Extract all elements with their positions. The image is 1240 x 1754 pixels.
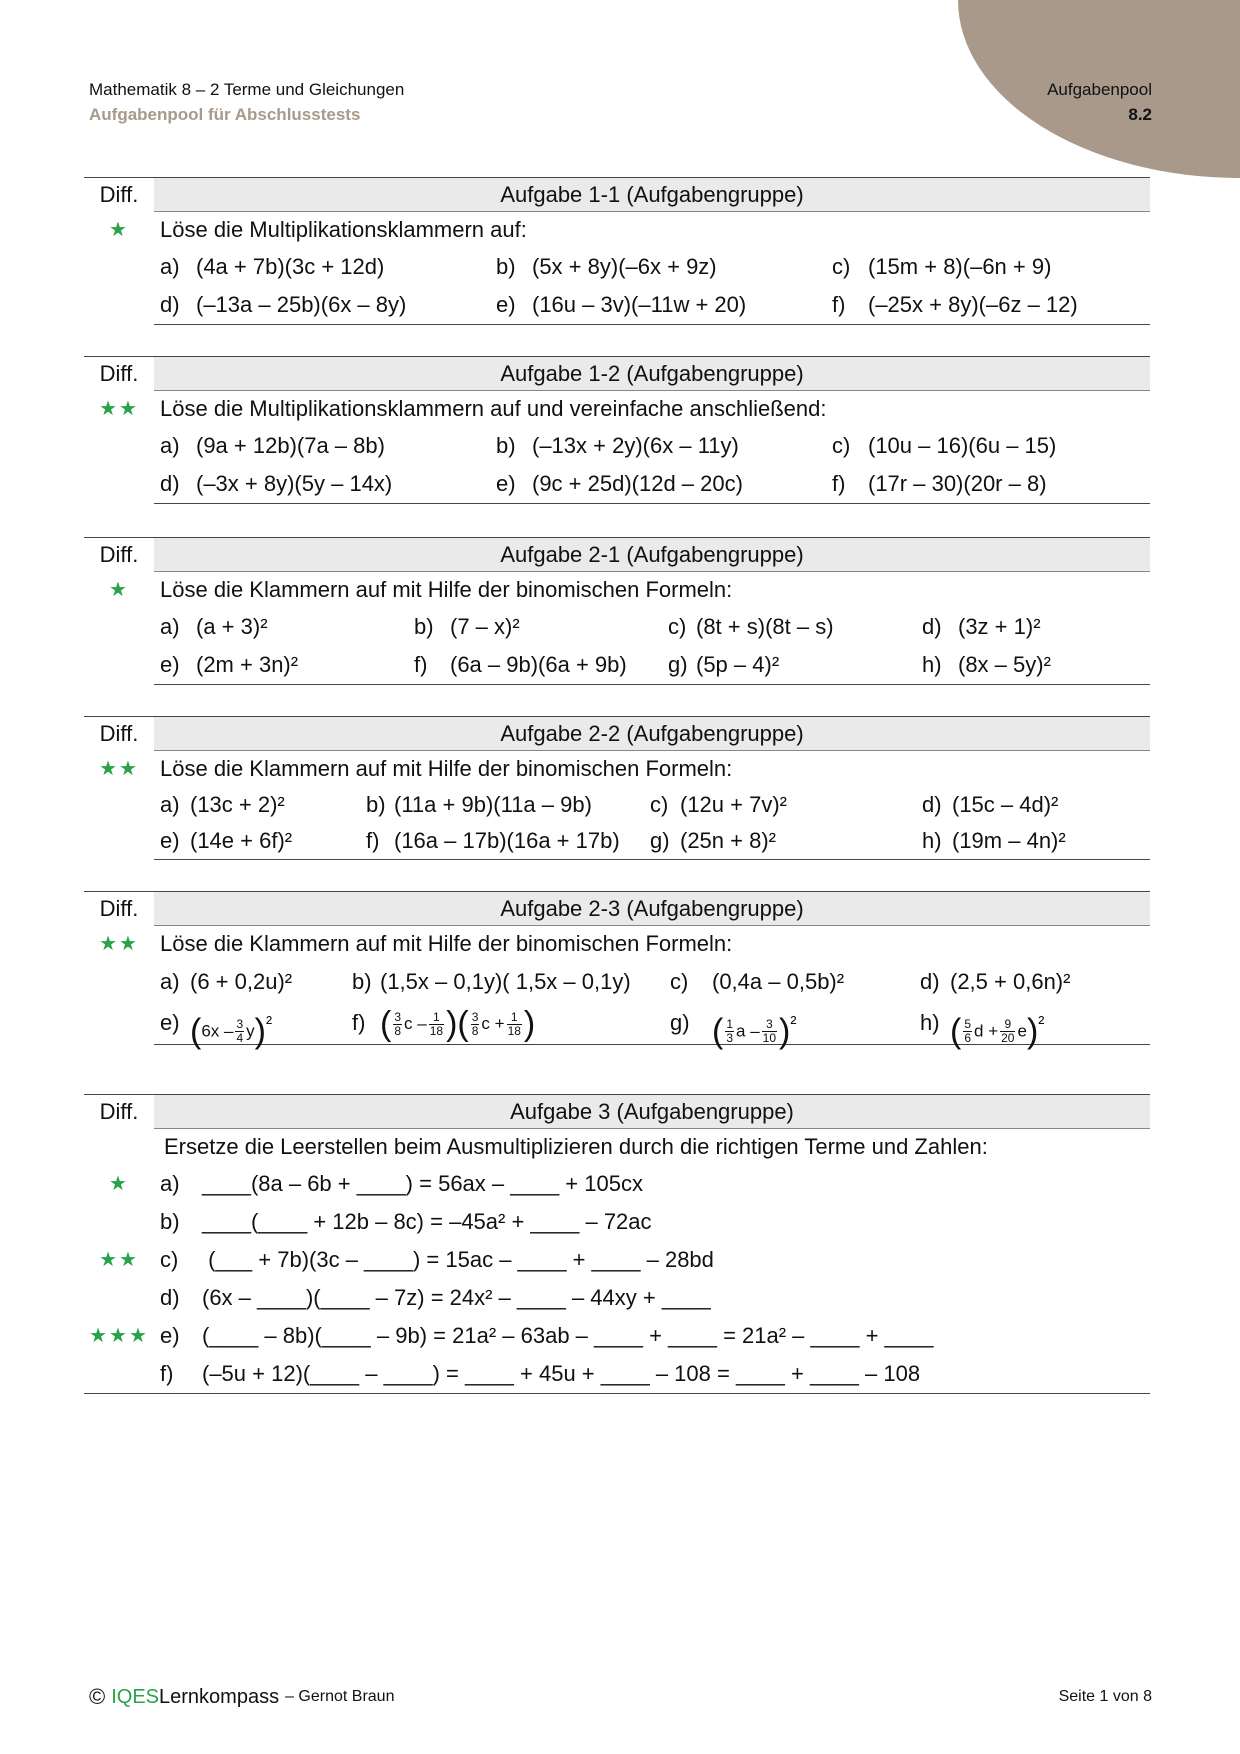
task-instruction: Löse die Klammern auf mit Hilfe der binomischen Formeln:	[160, 577, 733, 602]
pool-number: 8.2	[1128, 105, 1152, 124]
task-2-2	[84, 716, 1150, 860]
task-3	[84, 1094, 1150, 1394]
task-title: Aufgabe 1-2 (Aufgabengruppe)	[154, 357, 1150, 391]
task-instruction: Löse die Multiplikationsklammern auf:	[160, 217, 527, 242]
task-title: Aufgabe 2-1 (Aufgabengruppe)	[154, 538, 1150, 572]
difficulty-stars: ★★	[99, 933, 139, 955]
exercise-item: b) (7 – x)²	[414, 614, 520, 639]
exercise-item: d) (15c – 4d)²	[922, 792, 1059, 817]
exercise-item: e) (6x – $\frac{3}{4}$ y)$^{^2}$	[160, 1010, 273, 1051]
task-2-1	[84, 537, 1150, 685]
diff-label: Diff.	[84, 892, 154, 926]
exercise-item: c) (10u – 16)(6u – 15)	[832, 433, 1057, 458]
course-subtitle: Aufgabenpool für Abschlusstests	[89, 105, 361, 124]
exercise-item: a) (9a + 12b)(7a – 8b)	[160, 433, 385, 458]
diff-label: Diff.	[84, 538, 154, 572]
exercise-item: c) (0,4a – 0,5b)²	[670, 969, 845, 994]
task-2-3	[84, 891, 1150, 1051]
exercise-item: c) (12u + 7v)²	[650, 792, 787, 817]
exercise-item: f) (6a – 9b)(6a + 9b)	[414, 652, 627, 677]
exercise-item: c) (15m + 8)(–6n + 9)	[832, 254, 1052, 279]
diff-label: Diff.	[84, 178, 154, 212]
exercise-item: g) (5p – 4)²	[668, 652, 780, 677]
exercise-item: h) ( $\frac{5}{6}$ d + $\frac{9}{20}$ e)$^{^2}$	[920, 1010, 1045, 1051]
pool-label	[1047, 77, 1152, 127]
task-instruction: Löse die Multiplikationsklammern auf und vereinfache anschließend:	[160, 396, 827, 421]
exercise-item: e) (14e + 6f)²	[160, 828, 293, 853]
exercise-item: d) (2,5 + 0,6n)²	[920, 969, 1071, 994]
exercise-item: e) (9c + 25d)(12d – 20c)	[496, 471, 743, 496]
exercise-item: a) (13c + 2)²	[160, 792, 285, 817]
copyright-icon: ©	[89, 1684, 106, 1709]
exercise-item: h) (19m – 4n)²	[922, 828, 1066, 853]
exercise-item: f) (17r – 30)(20r – 8)	[832, 471, 1047, 496]
task-1-2	[84, 356, 1150, 504]
fill-in-row: ★★ c) (___ + 7b)(3c – ____) = 15ac – ____ + ____ – 28bd	[99, 1247, 714, 1272]
author: – Gernot Braun	[285, 1688, 395, 1705]
exercise-item: f) (–25x + 8y)(–6z – 12)	[832, 292, 1078, 317]
page-footer	[89, 1684, 1152, 1710]
task-title: Aufgabe 2-2 (Aufgabengruppe)	[154, 717, 1150, 751]
task-instruction: Löse die Klammern auf mit Hilfe der binomischen Formeln:	[160, 756, 733, 781]
task-title: Aufgabe 1-1 (Aufgabengruppe)	[154, 178, 1150, 212]
exercise-item: b) (5x + 8y)(–6x + 9z)	[496, 254, 717, 279]
task-title: Aufgabe 3 (Aufgabengruppe)	[154, 1095, 1150, 1129]
diff-label: Diff.	[84, 717, 154, 751]
pool-label-text: Aufgabenpool	[1047, 80, 1152, 99]
fill-in-row: f) (–5u + 12)(____ – ____) = ____ + 45u + ____ – 108 = ____ + ____ – 108	[160, 1361, 921, 1386]
exercise-item: d) (3z + 1)²	[922, 614, 1041, 639]
diff-label: Diff.	[84, 1095, 154, 1129]
iqes-logo: © IQES Lernkompass – Gernot Braun	[89, 1684, 395, 1709]
exercise-item: g) ( $\frac{1}{3}$ a – $\frac{3}{10}$ )$^{^2}$	[670, 1010, 797, 1051]
difficulty-stars: ★	[109, 579, 129, 601]
exercise-item: g) (25n + 8)²	[650, 828, 776, 853]
difficulty-stars: ★	[109, 219, 129, 241]
exercise-item: b) (1,5x – 0,1y)( 1,5x – 0,1y)	[352, 969, 631, 994]
fill-in-row: ★ a) ____(8a – 6b + ____) = 56ax – ____ + 105cx	[109, 1171, 643, 1196]
exercise-item: d) (–13a – 25b)(6x – 8y)	[160, 292, 407, 317]
page-number: Seite 1 von 8	[1058, 1688, 1152, 1705]
exercise-item: e) (2m + 3n)²	[160, 652, 299, 677]
task-1-1	[84, 177, 1150, 325]
exercise-item: a) (a + 3)²	[160, 614, 268, 639]
exercise-item: h) (8x – 5y)²	[922, 652, 1051, 677]
exercise-item: d) (–3x + 8y)(5y – 14x)	[160, 471, 393, 496]
exercise-item: b) (11a + 9b)(11a – 9b)	[366, 792, 592, 817]
diff-label: Diff.	[84, 357, 154, 391]
exercise-item: a) (6 + 0,2u)²	[160, 969, 293, 994]
exercise-item: b) (–13x + 2y)(6x – 11y)	[496, 433, 739, 458]
exercise-item: c) (8t + s)(8t – s)	[668, 614, 834, 639]
document-header	[89, 77, 404, 127]
fill-in-row: ★★★ e) (____ – 8b)(____ – 9b) = 21a² – 63ab – ____ + ____ = 21a² – ____ + ____	[89, 1323, 934, 1348]
exercise-item: f) (16a – 17b)(16a + 17b)	[366, 828, 620, 853]
fill-in-row: b) ____(____ + 12b – 8c) = –45a² + ____ – 72ac	[160, 1209, 652, 1234]
exercise-item: e) (16u – 3v)(–11w + 20)	[496, 292, 747, 317]
difficulty-stars: ★★	[99, 758, 139, 780]
task-title: Aufgabe 2-3 (Aufgabengruppe)	[154, 892, 1150, 926]
difficulty-stars: ★★	[99, 398, 139, 420]
exercise-item: a) (4a + 7b)(3c + 12d)	[160, 254, 385, 279]
fill-in-row: d) (6x – ____)(____ – 7z) = 24x² – ____ – 44xy + ____	[160, 1285, 711, 1310]
exercise-item: f) ( $\frac{3}{8}$ c – $\frac{1}{18}$ )( $\frac{3}{8}$ c + $\frac{1}{18}$ )	[352, 1005, 536, 1044]
task-instruction: Ersetze die Leerstellen beim Ausmultiplizieren durch die richtigen Terme und Zahlen:	[164, 1134, 988, 1159]
course-title: Mathematik 8 – 2 Terme und Gleichungen	[89, 80, 405, 99]
task-instruction: Löse die Klammern auf mit Hilfe der binomischen Formeln:	[160, 931, 733, 956]
